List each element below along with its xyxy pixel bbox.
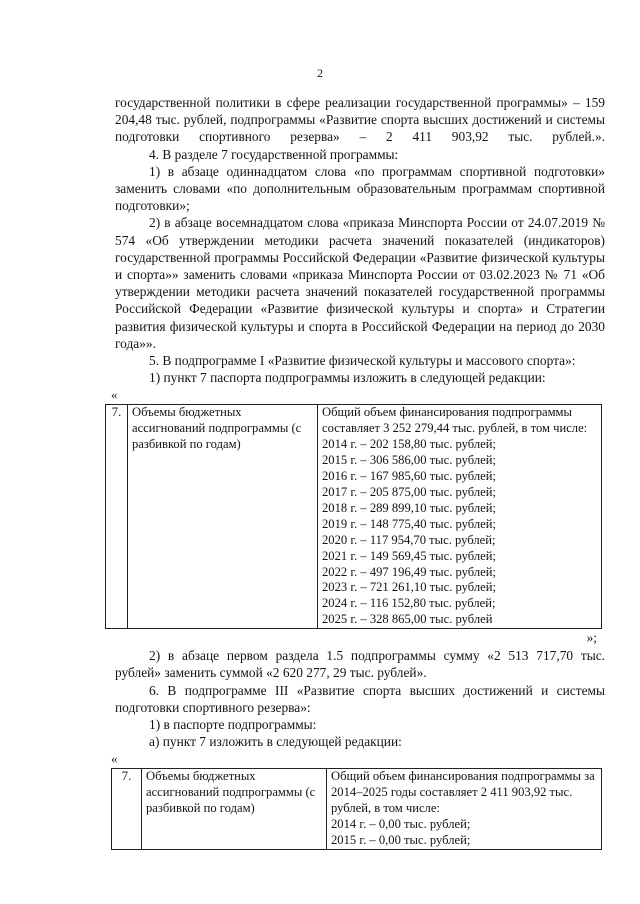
paragraph-item-2: 2) в абзаце восемнадцатом слова «приказа Минспорта России от 24.07.2019 № 574 «Об утверждении методики расчета значений показателей (индикаторов) государственной программы Российской Федерации «Развитие физической культуры и спорта»» заменить словами «приказа Минспорта России от 03.02.2023 № 71 «Об утверждении методики расчета значений показателей государственной программы Российской Федерации «Развитие физической культуры и спорта» и Стратегии развития физической культуры и спорта в Российской Федерации на период до 2030 года»».	[115, 215, 605, 351]
paragraph-section-6: 6. В подпрограмме III «Развитие спорта высших достижений и системы подготовки спортивного резерва»:	[115, 682, 605, 715]
funding-year: 2015 г. – 0,00 тыс. рублей;	[331, 832, 471, 847]
open-quote: «	[111, 387, 118, 403]
table-row	[112, 769, 602, 850]
funding-intro: Общий объем финансирования подпрограммы за 2014–2025 годы составляет 2 411 903,92 тыс. рублей, в том числе:	[331, 769, 595, 816]
funding-year: 2014 г. – 0,00 тыс. рублей;	[331, 817, 471, 832]
table-cell-label: Объемы бюджетных ассигнований подпрограммы (с разбивкой по годам)	[142, 769, 327, 850]
paragraph-item-2-amount: 2) в абзаце первом раздела 1.5 подпрограммы сумму «2 513 717,70 тыс. рублей» заменить суммой «2 620 277, 29 тыс. рублей».	[115, 648, 605, 681]
budget-table-subprogram-1	[105, 404, 602, 629]
paragraph-item-1-passport-3: 1) в паспорте подпрограммы:	[149, 716, 317, 732]
funding-year: 2021 г. – 149 569,45 тыс. рублей;	[322, 548, 496, 563]
table-row	[106, 405, 602, 629]
funding-year: 2015 г. – 306 586,00 тыс. рублей;	[322, 453, 496, 468]
page-number: 2	[317, 66, 323, 80]
close-quote: »;	[586, 630, 597, 646]
table-cell-number: 7.	[106, 405, 128, 629]
funding-year: 2018 г. – 289 899,10 тыс. рублей;	[322, 500, 496, 515]
funding-year: 2017 г. – 205 875,00 тыс. рублей;	[322, 484, 496, 499]
funding-year: 2022 г. – 497 196,49 тыс. рублей;	[322, 564, 496, 579]
funding-year: 2025 г. – 328 865,00 тыс. рублей	[322, 612, 493, 627]
paragraph-subitem-a: а) пункт 7 изложить в следующей редакции:	[149, 734, 402, 750]
funding-year: 2014 г. – 202 158,80 тыс. рублей;	[322, 437, 496, 452]
paragraph-section-5: 5. В подпрограмме I «Развитие физической культуры и массового спорта»:	[149, 353, 576, 369]
funding-intro: Общий объем финансирования подпрограммы составляет 3 252 279,44 тыс. рублей, в том числе:	[322, 405, 588, 436]
budget-table-subprogram-3	[111, 768, 602, 850]
table-cell-funding	[318, 405, 602, 629]
table-cell-number: 7.	[112, 769, 142, 850]
paragraph-continuation: государственной политики в сфере реализации государственной программы» – 159 204,48 тыс. рублей, подпрограммы «Развитие спорта высших достижений и системы подготовки спортивного резерва» – 2 411 903,92 тыс. рублей.».	[115, 95, 605, 145]
funding-year: 2019 г. – 148 775,40 тыс. рублей;	[322, 516, 496, 531]
funding-year: 2024 г. – 116 152,80 тыс. рублей;	[322, 596, 496, 611]
open-quote: «	[111, 751, 118, 767]
paragraph-item-1-passport: 1) пункт 7 паспорта подпрограммы изложить в следующей редакции:	[149, 370, 546, 386]
document-body	[111, 94, 605, 850]
table-cell-funding	[327, 769, 602, 850]
funding-year: 2020 г. – 117 954,70 тыс. рублей;	[322, 532, 496, 547]
paragraph-section-4: 4. В разделе 7 государственной программы:	[149, 146, 399, 162]
table-cell-label: Объемы бюджетных ассигнований подпрограммы (с разбивкой по годам)	[128, 405, 318, 629]
paragraph-item-1: 1) в абзаце одиннадцатом слова «по программам спортивной подготовки» заменить словами «по дополнительным образовательным программам спортивной подготовки»;	[115, 163, 605, 214]
funding-year: 2023 г. – 721 261,10 тыс. рублей;	[322, 580, 496, 595]
funding-year: 2016 г. – 167 985,60 тыс. рублей;	[322, 469, 496, 484]
